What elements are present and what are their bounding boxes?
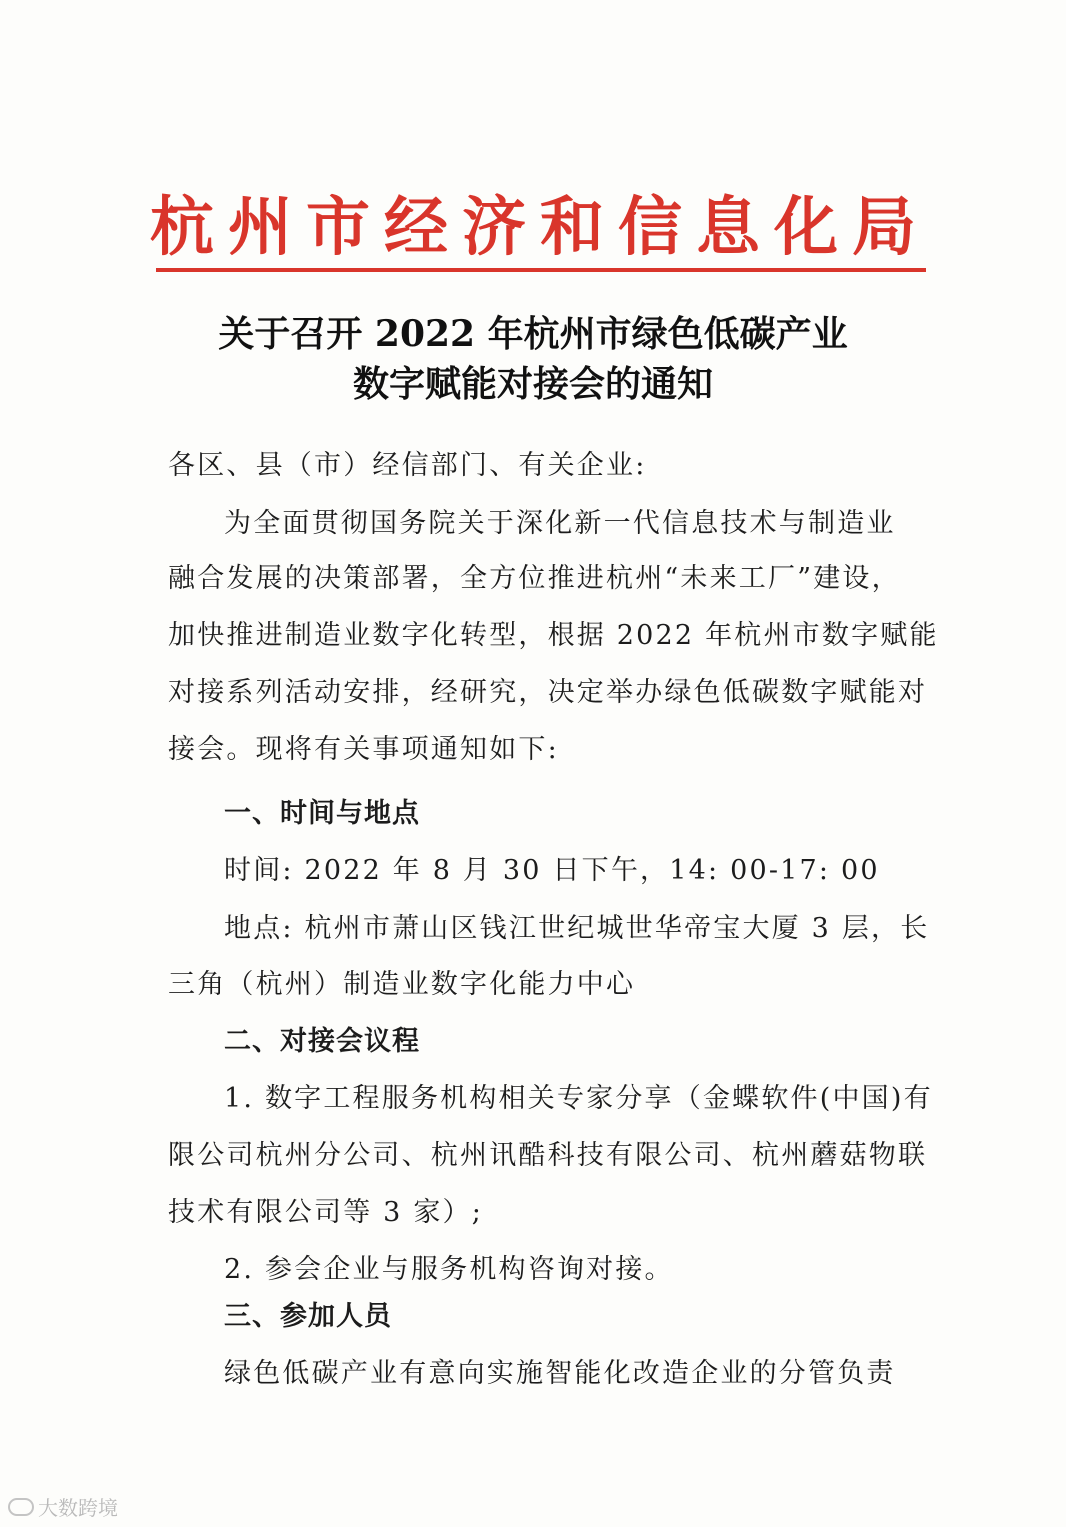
meeting-place-line-1: 地点: 杭州市萧山区钱江世纪城世华帝宝大厦 3 层，长 bbox=[224, 913, 930, 944]
intro-line-1: 为全面贯彻国务院关于深化新一代信息技术与制造业 bbox=[224, 508, 896, 539]
notice-title-line-2: 数字赋能对接会的通知 bbox=[352, 363, 713, 405]
meeting-time: 时间: 2022 年 8 月 30 日下午，14: 00-17: 00 bbox=[224, 855, 880, 886]
section-2-heading: 二、对接会议程 bbox=[224, 1026, 420, 1057]
letterhead-red-rule bbox=[156, 268, 926, 272]
intro-line-5: 接会。现将有关事项通知如下: bbox=[168, 734, 559, 765]
watermark-logo-icon bbox=[8, 1498, 34, 1516]
agenda-item-1-line-2: 限公司杭州分公司、杭州讯酷科技有限公司、杭州蘑菇物联 bbox=[168, 1140, 928, 1171]
watermark-text: 大数跨境 bbox=[38, 1496, 118, 1520]
intro-line-3: 加快推进制造业数字化转型，根据 2022 年杭州市数字赋能 bbox=[168, 620, 939, 651]
salutation: 各区、县（市）经信部门、有关企业: bbox=[168, 450, 647, 481]
section-1-heading: 一、时间与地点 bbox=[224, 798, 420, 829]
section-3-heading: 三、参加人员 bbox=[224, 1301, 392, 1332]
participants-text: 绿色低碳产业有意向实施智能化改造企业的分管负责 bbox=[224, 1358, 896, 1389]
meeting-place-line-2: 三角（杭州）制造业数字化能力中心 bbox=[168, 969, 636, 1000]
agenda-item-2: 2. 参会企业与服务机构咨询对接。 bbox=[224, 1254, 674, 1285]
agenda-item-1-line-3: 技术有限公司等 3 家）; bbox=[168, 1197, 484, 1228]
agency-letterhead: 杭州市经济和信息化局 bbox=[150, 190, 930, 265]
agenda-item-1-line-1: 1. 数字工程服务机构相关专家分享（金蝶软件(中国)有 bbox=[224, 1083, 933, 1114]
intro-line-2: 融合发展的决策部署，全方位推进杭州“未来工厂”建设， bbox=[168, 563, 901, 594]
watermark bbox=[8, 1492, 118, 1521]
notice-title-line-1: 关于召开 2022 年杭州市绿色低碳产业 bbox=[218, 313, 848, 355]
intro-line-4: 对接系列活动安排，经研究，决定举办绿色低碳数字赋能对 bbox=[168, 677, 928, 708]
